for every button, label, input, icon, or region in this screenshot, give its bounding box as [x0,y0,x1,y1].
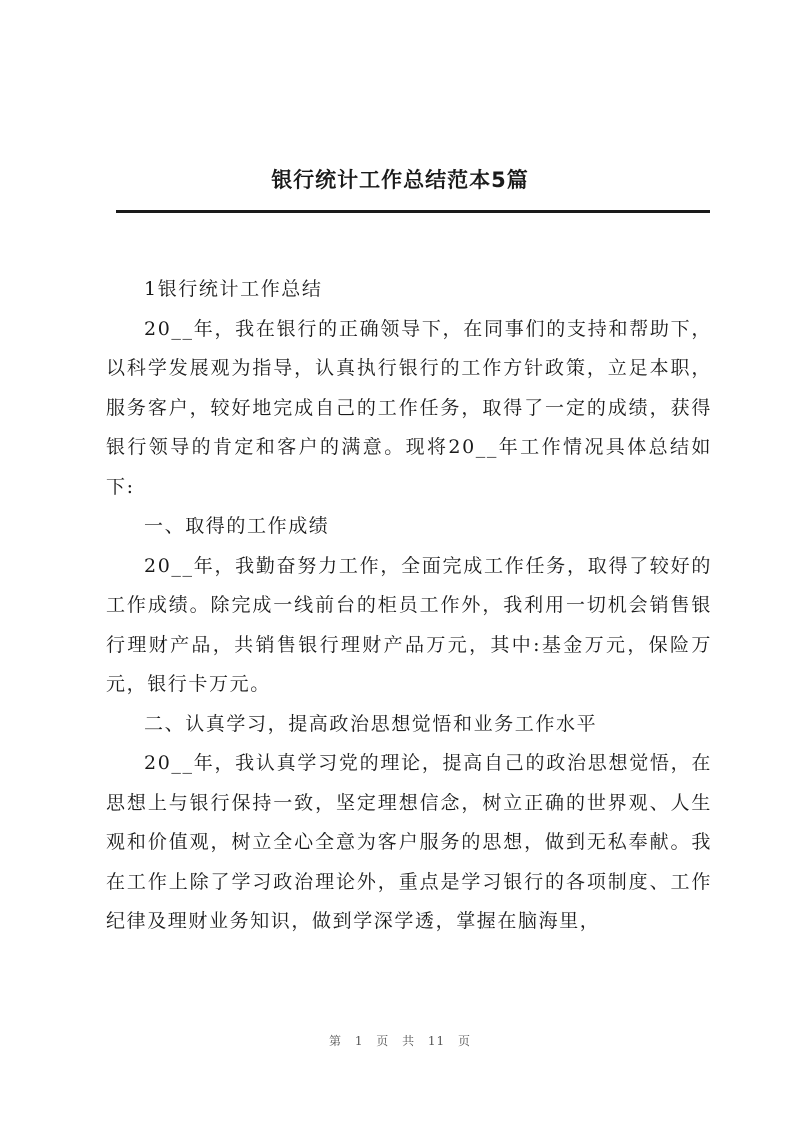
document-body [106,270,712,942]
title-divider [116,210,710,213]
body-paragraph: 20__年，我在银行的正确领导下，在同事们的支持和帮助下，以科学发展观为指导，认真执行银行的工作方针政策，立足本职，服务客户，较好地完成自己的工作任务，取得了一定的成绩，获得银行领导的肯定和客户的满意。现将20__年工作情况具体总结如下: [106,317,712,498]
section-heading: 1银行统计工作总结 [144,278,323,300]
section-heading: 一、取得的工作成绩 [144,515,330,537]
section-heading: 二、认真学习，提高政治思想觉悟和业务工作水平 [144,712,598,735]
body-paragraph: 20__年，我认真学习党的理论，提高自己的政治思想觉悟，在思想上与银行保持一致，坚定理想信念，树立正确的世界观、人生观和价值观，树立全心全意为客户服务的思想，做到无私奉献。我在工作上除了学习政治理论外，重点是学习银行的各项制度、工作纪律及理财业务知识，做到学深学透，掌握在脑海里， [106,752,712,932]
document-title: 银行统计工作总结范本5篇 [271,168,529,192]
page-footer: 第 1 页 共 11 页 [329,1034,471,1048]
body-paragraph: 20__年，我勤奋努力工作，全面完成工作任务，取得了较好的工作成绩。除完成一线前台的柜员工作外，我利用一切机会销售银行理财产品，共销售银行理财产品万元，其中:基金万元，保险万元，银行卡万元。 [106,554,712,695]
